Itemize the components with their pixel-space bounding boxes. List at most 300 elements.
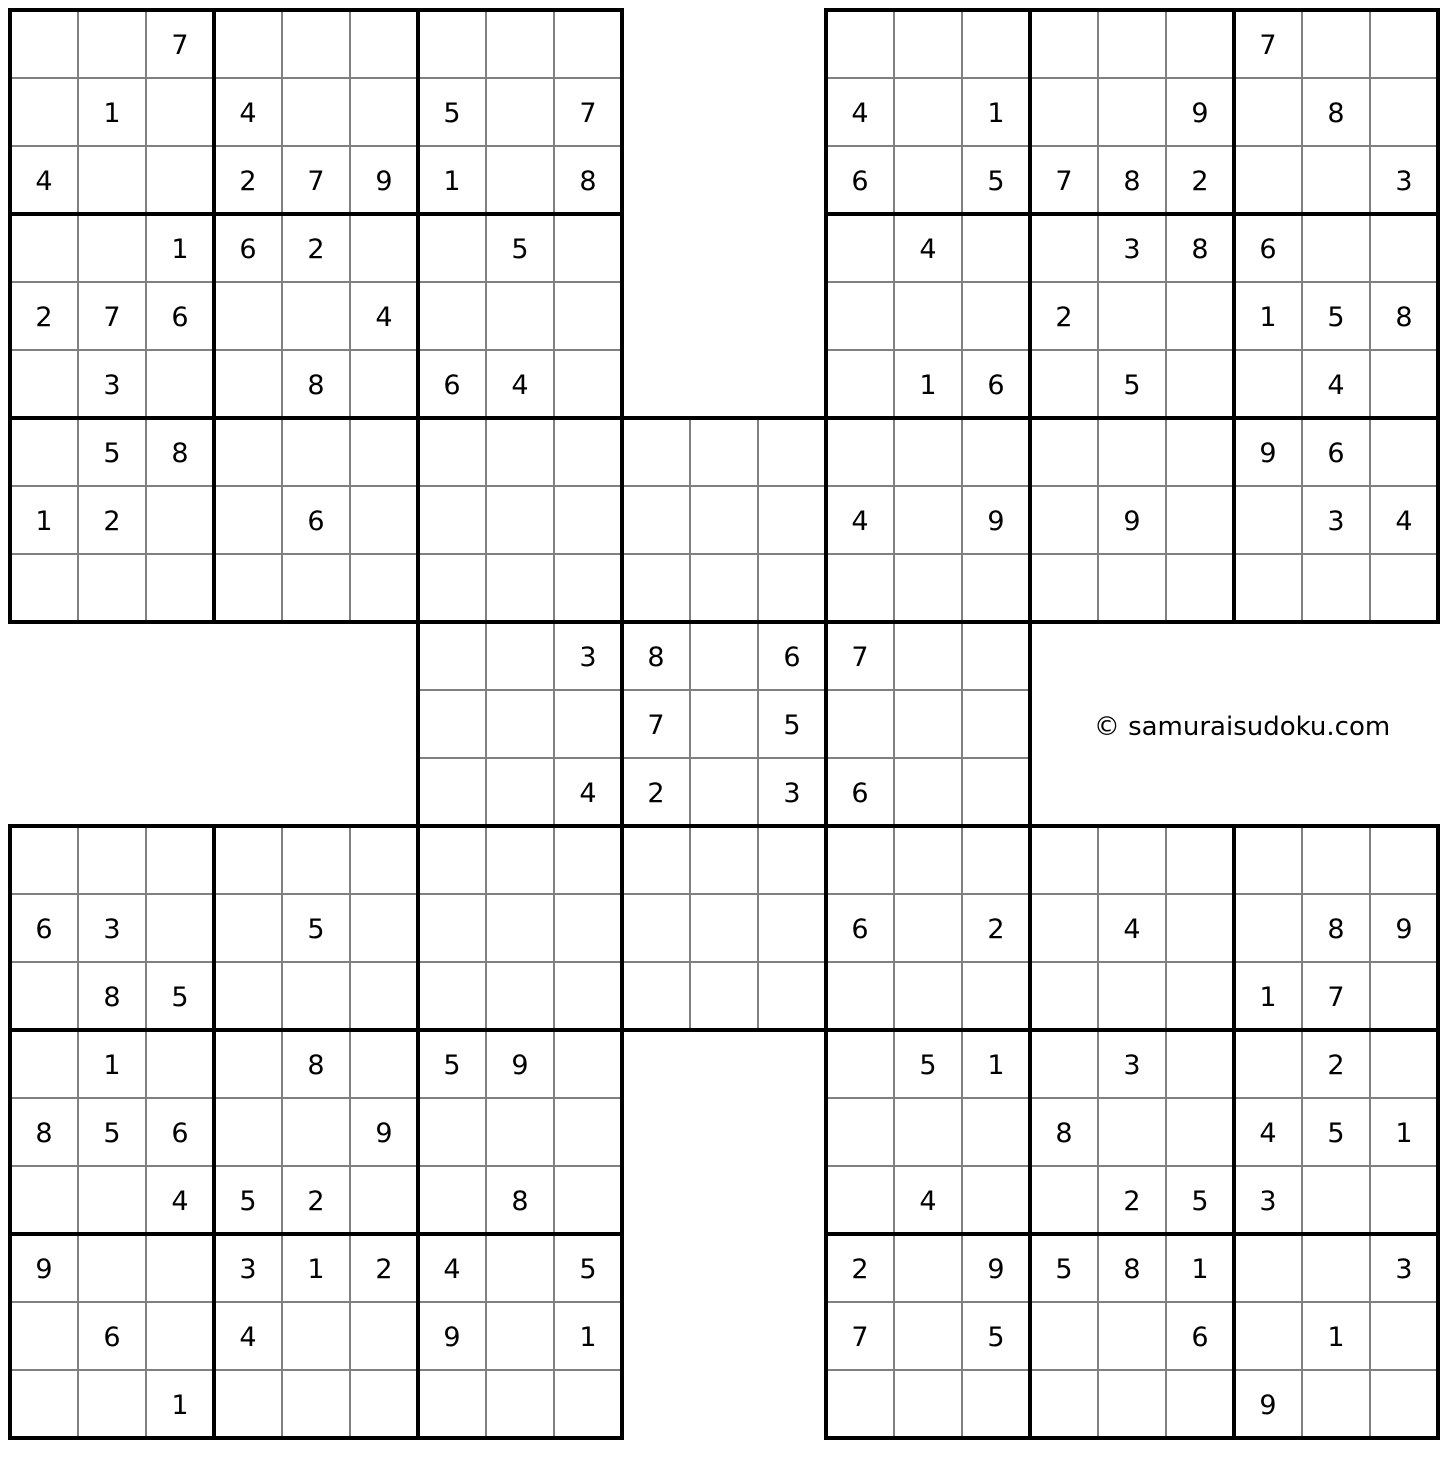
cell	[1302, 1166, 1370, 1234]
cell	[78, 826, 146, 894]
given-digit: 3	[103, 370, 121, 401]
cell	[1098, 282, 1166, 350]
given-digit: 5	[783, 710, 801, 741]
given-digit: 6	[1327, 438, 1345, 469]
cell	[78, 1234, 146, 1302]
given-digit: 5	[1191, 1186, 1209, 1217]
given-digit: 6	[171, 302, 189, 333]
cell	[10, 826, 78, 894]
cell	[894, 1098, 962, 1166]
cell	[1166, 1370, 1234, 1438]
cell	[1030, 214, 1098, 282]
given-digit: 2	[307, 234, 325, 265]
given-digit: 4	[851, 506, 869, 537]
cell	[894, 78, 962, 146]
given-digit: 5	[443, 98, 461, 129]
cell	[10, 1302, 78, 1370]
cell	[1166, 10, 1234, 78]
cell	[1234, 826, 1302, 894]
box-center	[418, 826, 622, 1030]
cell	[486, 554, 554, 622]
given-digit: 8	[511, 1186, 529, 1217]
cell	[214, 826, 282, 894]
given-digit: 8	[647, 642, 665, 673]
cell	[826, 826, 894, 894]
cell	[894, 894, 962, 962]
cell	[894, 486, 962, 554]
cell	[1234, 1030, 1302, 1098]
given-digit: 3	[1259, 1186, 1277, 1217]
cell	[1030, 1166, 1098, 1234]
cell	[1166, 554, 1234, 622]
given-digit: 4	[851, 98, 869, 129]
cell	[282, 826, 350, 894]
cell	[962, 418, 1030, 486]
box-center	[622, 418, 826, 622]
cell	[146, 350, 214, 418]
given-digit: 1	[1259, 982, 1277, 1013]
given-digit: 1	[307, 1254, 325, 1285]
given-digit: 2	[987, 914, 1005, 945]
given-digit: 5	[307, 914, 325, 945]
cell	[78, 554, 146, 622]
given-digit: 9	[987, 1254, 1005, 1285]
cell	[486, 622, 554, 690]
given-digit: 1	[987, 1050, 1005, 1081]
cell	[214, 486, 282, 554]
given-digit: 4	[1259, 1118, 1277, 1149]
given-digit: 4	[375, 302, 393, 333]
cell	[282, 1370, 350, 1438]
cell	[350, 214, 418, 282]
cell	[486, 1098, 554, 1166]
cell	[146, 1302, 214, 1370]
cell	[486, 10, 554, 78]
given-digit: 6	[1191, 1322, 1209, 1353]
given-digit: 1	[919, 370, 937, 401]
cell	[1370, 1030, 1438, 1098]
given-digit: 4	[511, 370, 529, 401]
given-digit: 6	[783, 642, 801, 673]
cell	[350, 1370, 418, 1438]
given-digit: 2	[375, 1254, 393, 1285]
cell	[1030, 1370, 1098, 1438]
cell	[418, 1370, 486, 1438]
cell	[962, 826, 1030, 894]
cell	[554, 1370, 622, 1438]
cell	[486, 1234, 554, 1302]
cell	[554, 1098, 622, 1166]
cell	[282, 418, 350, 486]
cell	[10, 1370, 78, 1438]
given-digit: 4	[443, 1254, 461, 1285]
given-digit: 8	[1191, 234, 1209, 265]
cell	[350, 1030, 418, 1098]
cell	[1370, 78, 1438, 146]
cell	[962, 10, 1030, 78]
given-digit: 5	[579, 1254, 597, 1285]
given-digit: 5	[1327, 302, 1345, 333]
given-digit: 6	[171, 1118, 189, 1149]
cell	[1302, 10, 1370, 78]
cell	[826, 962, 894, 1030]
cell	[894, 554, 962, 622]
cell	[1234, 350, 1302, 418]
given-digit: 4	[1327, 370, 1345, 401]
cell	[554, 486, 622, 554]
given-digit: 6	[851, 166, 869, 197]
given-digit: 1	[103, 1050, 121, 1081]
cell	[214, 350, 282, 418]
given-digit: 6	[1259, 234, 1277, 265]
cell	[486, 1302, 554, 1370]
cell	[1370, 350, 1438, 418]
given-digit: 4	[1395, 506, 1413, 537]
cell	[690, 894, 758, 962]
cell	[826, 690, 894, 758]
cell	[894, 1302, 962, 1370]
given-digit: 8	[1055, 1118, 1073, 1149]
given-digit: 2	[239, 166, 257, 197]
cell	[1302, 826, 1370, 894]
cell	[894, 758, 962, 826]
given-digit: 7	[171, 30, 189, 61]
given-digit: 8	[307, 370, 325, 401]
given-digit: 2	[647, 778, 665, 809]
cell	[1370, 418, 1438, 486]
cell	[1370, 962, 1438, 1030]
given-digit: 7	[1055, 166, 1073, 197]
cell	[78, 146, 146, 214]
given-digit: 2	[103, 506, 121, 537]
given-digit: 9	[1123, 506, 1141, 537]
given-digit: 9	[443, 1322, 461, 1353]
given-digit: 6	[307, 506, 325, 537]
cell	[962, 962, 1030, 1030]
given-digit: 1	[1191, 1254, 1209, 1285]
cell	[214, 962, 282, 1030]
cell	[554, 554, 622, 622]
cell	[146, 1234, 214, 1302]
cell	[1030, 78, 1098, 146]
cell	[554, 10, 622, 78]
given-digit: 9	[1395, 914, 1413, 945]
given-digit: 1	[35, 506, 53, 537]
cell	[758, 962, 826, 1030]
cell	[146, 78, 214, 146]
cell	[758, 554, 826, 622]
cell	[10, 1166, 78, 1234]
cell	[554, 214, 622, 282]
cell	[554, 418, 622, 486]
cell	[1370, 10, 1438, 78]
cell	[622, 418, 690, 486]
given-digit: 9	[35, 1254, 53, 1285]
given-digit: 7	[307, 166, 325, 197]
box-top-left	[418, 418, 622, 622]
cell	[1370, 214, 1438, 282]
cell	[554, 1030, 622, 1098]
cell	[350, 350, 418, 418]
cell	[758, 894, 826, 962]
given-digit: 7	[851, 642, 869, 673]
cell	[1166, 894, 1234, 962]
cell	[554, 350, 622, 418]
cell	[486, 962, 554, 1030]
given-digit: 8	[35, 1118, 53, 1149]
cell	[554, 1166, 622, 1234]
cell	[282, 282, 350, 350]
cell	[894, 962, 962, 1030]
cell	[214, 282, 282, 350]
given-digit: 2	[1055, 302, 1073, 333]
cell	[690, 622, 758, 690]
cell	[214, 1370, 282, 1438]
given-digit: 5	[987, 1322, 1005, 1353]
cell	[690, 418, 758, 486]
given-digit: 8	[1327, 914, 1345, 945]
cell	[1166, 486, 1234, 554]
given-digit: 3	[579, 642, 597, 673]
cell	[350, 486, 418, 554]
cell	[282, 1302, 350, 1370]
cell	[350, 962, 418, 1030]
cell	[1302, 1234, 1370, 1302]
cell	[1098, 1302, 1166, 1370]
given-digit: 6	[851, 914, 869, 945]
cell	[826, 418, 894, 486]
cell	[690, 962, 758, 1030]
cell	[282, 78, 350, 146]
cell	[1302, 554, 1370, 622]
cell	[214, 10, 282, 78]
given-digit: 3	[1327, 506, 1345, 537]
given-digit: 5	[443, 1050, 461, 1081]
cell	[826, 1166, 894, 1234]
given-digit: 3	[1123, 1050, 1141, 1081]
given-digit: 9	[375, 1118, 393, 1149]
cell	[282, 962, 350, 1030]
cell	[1234, 1234, 1302, 1302]
cell	[758, 486, 826, 554]
cell	[962, 622, 1030, 690]
cell	[1370, 1302, 1438, 1370]
cell	[1098, 962, 1166, 1030]
cell	[622, 894, 690, 962]
cell	[1234, 1302, 1302, 1370]
cell	[1370, 826, 1438, 894]
given-digit: 2	[307, 1186, 325, 1217]
cell	[1030, 826, 1098, 894]
cell	[1098, 1098, 1166, 1166]
cell	[622, 554, 690, 622]
cell	[10, 10, 78, 78]
cell	[1234, 146, 1302, 214]
given-digit: 8	[1123, 1254, 1141, 1285]
cell	[1098, 1370, 1166, 1438]
given-digit: 2	[851, 1254, 869, 1285]
cell	[894, 146, 962, 214]
cell	[350, 554, 418, 622]
given-digit: 2	[1123, 1186, 1141, 1217]
cell	[690, 690, 758, 758]
cell	[486, 1370, 554, 1438]
cell	[10, 78, 78, 146]
cell	[78, 214, 146, 282]
cell	[622, 826, 690, 894]
given-digit: 9	[1191, 98, 1209, 129]
cell	[1098, 78, 1166, 146]
given-digit: 7	[1327, 982, 1345, 1013]
cell	[894, 1370, 962, 1438]
cell	[1166, 1030, 1234, 1098]
cell	[146, 146, 214, 214]
given-digit: 8	[307, 1050, 325, 1081]
cell	[10, 418, 78, 486]
given-digit: 3	[103, 914, 121, 945]
given-digit: 4	[1123, 914, 1141, 945]
given-digit: 5	[511, 234, 529, 265]
cell	[826, 1370, 894, 1438]
cell	[962, 282, 1030, 350]
cell	[962, 758, 1030, 826]
cell	[690, 486, 758, 554]
cell	[826, 350, 894, 418]
cell	[350, 894, 418, 962]
given-digit: 7	[579, 98, 597, 129]
cell	[894, 1234, 962, 1302]
cell	[962, 1370, 1030, 1438]
cell	[826, 1098, 894, 1166]
cell	[10, 554, 78, 622]
given-digit: 1	[1259, 302, 1277, 333]
given-digit: 6	[851, 778, 869, 809]
given-digit: 4	[35, 166, 53, 197]
given-digit: 1	[1395, 1118, 1413, 1149]
given-digit: 9	[1259, 1390, 1277, 1421]
cell	[350, 418, 418, 486]
cell	[486, 146, 554, 214]
cell	[554, 282, 622, 350]
cell	[690, 554, 758, 622]
cell	[622, 486, 690, 554]
cell	[894, 690, 962, 758]
cell	[350, 826, 418, 894]
cell	[486, 758, 554, 826]
cell	[350, 10, 418, 78]
cell	[418, 486, 486, 554]
cell	[486, 894, 554, 962]
cell	[10, 962, 78, 1030]
cell	[214, 418, 282, 486]
cell	[418, 826, 486, 894]
given-digit: 6	[443, 370, 461, 401]
cell	[1030, 10, 1098, 78]
cell	[1030, 962, 1098, 1030]
given-digit: 1	[443, 166, 461, 197]
cell	[486, 418, 554, 486]
given-digit: 7	[1259, 30, 1277, 61]
box-bottom-left	[418, 826, 622, 1030]
cell	[1234, 894, 1302, 962]
given-digit: 7	[103, 302, 121, 333]
cell	[962, 1166, 1030, 1234]
cell	[1166, 826, 1234, 894]
given-digit: 8	[1123, 166, 1141, 197]
cell	[214, 1098, 282, 1166]
cell	[554, 894, 622, 962]
given-digit: 5	[987, 166, 1005, 197]
given-digit: 3	[1395, 1254, 1413, 1285]
given-digit: 5	[171, 982, 189, 1013]
cell	[894, 622, 962, 690]
cell	[418, 894, 486, 962]
given-digit: 9	[375, 166, 393, 197]
cell	[1098, 10, 1166, 78]
given-digit: 3	[239, 1254, 257, 1285]
given-digit: 7	[851, 1322, 869, 1353]
cell	[1302, 1370, 1370, 1438]
given-digit: 5	[919, 1050, 937, 1081]
given-digit: 1	[987, 98, 1005, 129]
given-digit: 4	[239, 98, 257, 129]
given-digit: 7	[647, 710, 665, 741]
given-digit: 8	[1395, 302, 1413, 333]
cell	[1166, 350, 1234, 418]
cell	[1166, 418, 1234, 486]
cell	[10, 350, 78, 418]
given-digit: 8	[1327, 98, 1345, 129]
given-digit: 1	[171, 234, 189, 265]
cell	[826, 1030, 894, 1098]
cell	[418, 690, 486, 758]
given-digit: 3	[783, 778, 801, 809]
cell	[486, 486, 554, 554]
cell	[1234, 554, 1302, 622]
given-digit: 8	[103, 982, 121, 1013]
cell	[1370, 1166, 1438, 1234]
copyright-text: © samuraisudoku.com	[1093, 712, 1391, 742]
cell	[486, 690, 554, 758]
given-digit: 6	[35, 914, 53, 945]
cell	[962, 214, 1030, 282]
cell	[418, 622, 486, 690]
given-digit: 1	[103, 98, 121, 129]
cell	[350, 78, 418, 146]
cell	[1166, 1098, 1234, 1166]
given-digit: 4	[919, 234, 937, 265]
given-digit: 4	[919, 1186, 937, 1217]
given-digit: 6	[987, 370, 1005, 401]
given-digit: 4	[579, 778, 597, 809]
cell	[418, 1166, 486, 1234]
given-digit: 5	[1327, 1118, 1345, 1149]
cell	[486, 826, 554, 894]
cell	[1098, 418, 1166, 486]
cell	[1030, 350, 1098, 418]
cell	[282, 10, 350, 78]
cell	[282, 1098, 350, 1166]
given-digit: 6	[103, 1322, 121, 1353]
cell	[214, 1030, 282, 1098]
cell	[418, 418, 486, 486]
cell	[1302, 146, 1370, 214]
cell	[214, 554, 282, 622]
cell	[826, 10, 894, 78]
cell	[146, 554, 214, 622]
given-digit: 8	[171, 438, 189, 469]
cell	[1030, 1030, 1098, 1098]
